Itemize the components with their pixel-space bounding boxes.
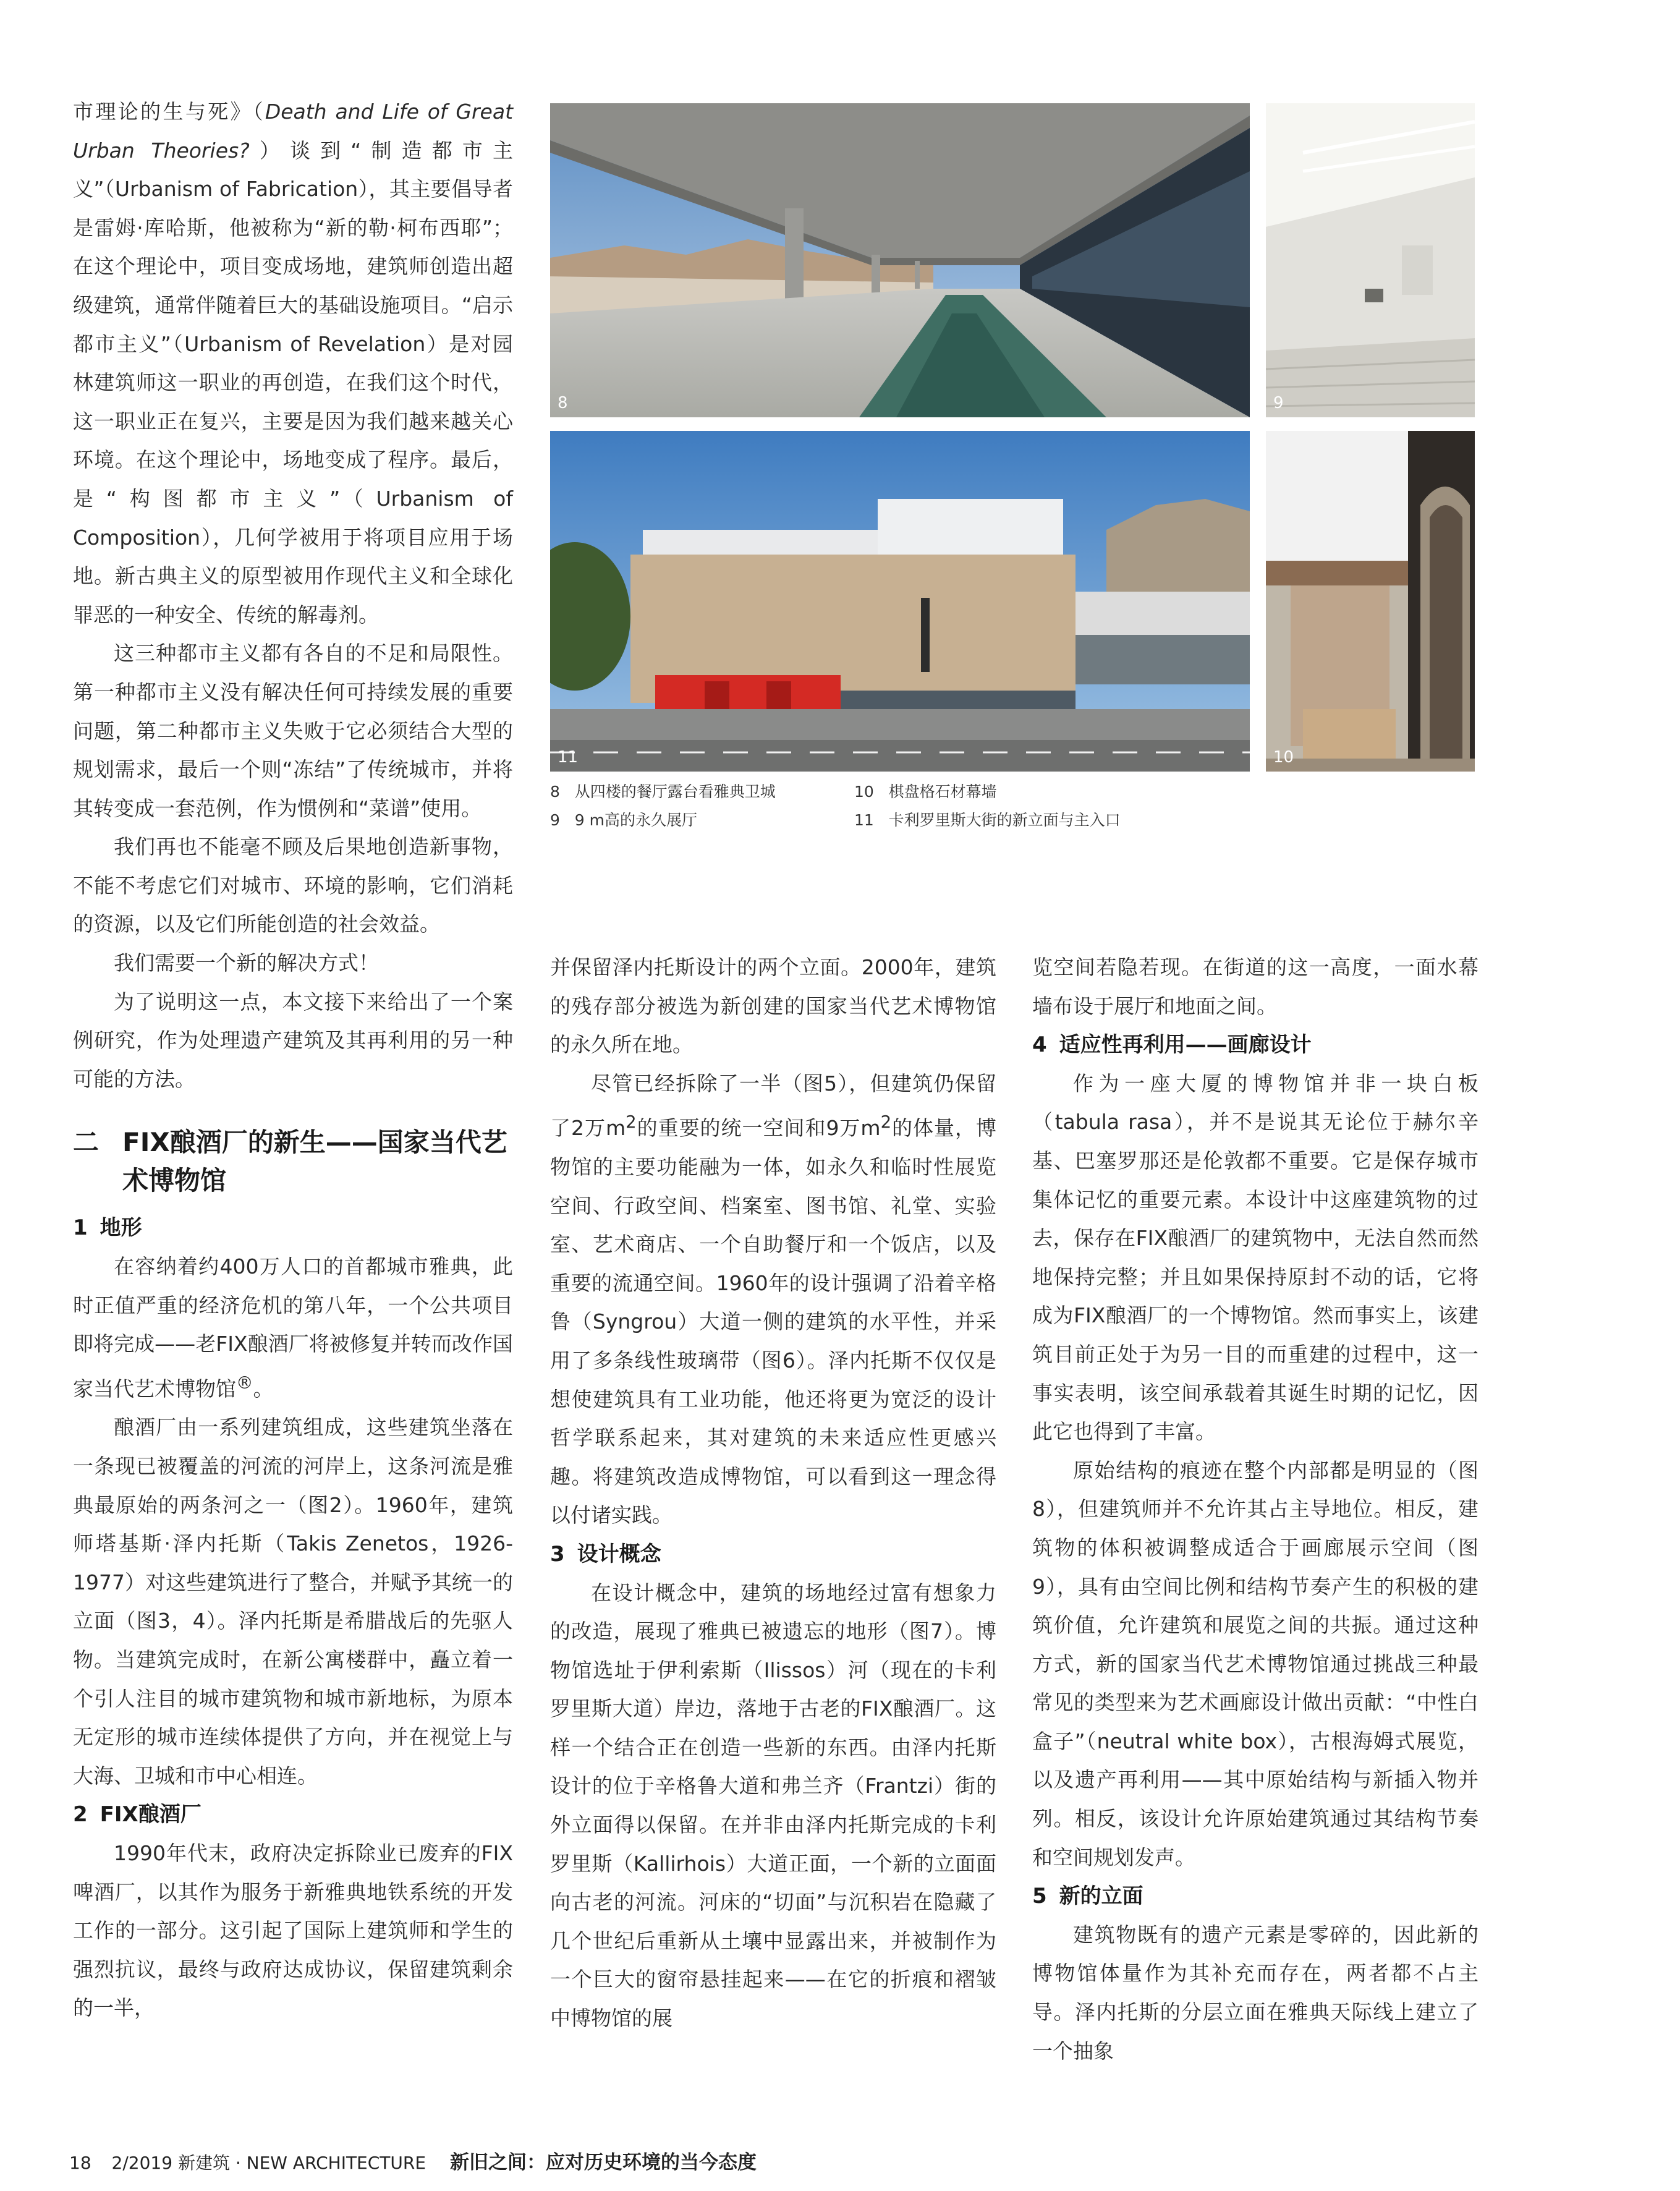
paragraph-continued: 市理论的生与死》（Death and Life of Great Urban Theories?）谈到“制造都市主义”（Urbanism of Fabrication），其主要倡导者是雷姆·库哈斯，他被称为“新的勒·柯布西耶”；在这个理论中，项目变成场地，建筑师创造出超级建筑，通常伴随着巨大的基础设施项目。“启示都市主义”（Urbanism of Revelation）是对园林建筑师这一职业的再创造，在我们这个时代，这一职业正在复兴，主要是因为我们越来越关心环境。在这个理论中，场地变成了程序。最后，是“构图都市主义”（Urbanism of Composition），几何学被用于将项目应用于场地。新古典主义的原型被用作现代主义和全球化罪恶的一种安全、传统的解毒剂。 [73, 100, 514, 627]
subsection-heading: 1 地形 [73, 1215, 142, 1241]
figure-number: 11 [558, 748, 579, 767]
caption-9: 9 9 m高的永久展厅 [550, 811, 697, 829]
section-heading: 二 FIX酿酒厂的新生——国家当代艺 术博物馆 [73, 1127, 507, 1196]
caption-11: 11 卡利罗里斯大街的新立面与主入口 [854, 811, 1121, 829]
publication-info: 2/2019 新建筑 · NEW ARCHITECTURE [111, 2153, 426, 2173]
figure-10-stone-wall-photo [1266, 431, 1475, 772]
page-number: 18 [69, 2153, 91, 2173]
subsection-heading: 4 适应性再利用——画廊设计 [1032, 1032, 1312, 1058]
facade-illustration [550, 431, 1250, 772]
paragraph-continued: 并保留泽内托斯设计的两个立面。2000年，建筑的残存部分被选为新创建的国家当代艺术博物馆的永久所在地。 [550, 955, 996, 1057]
paragraph: 作为一座大厦的博物馆并非一块白板（tabula rasa），并不是说其无论位于赫尔辛基、巴塞罗那还是伦敦都不重要。它是保存城市集体记忆的重要元素。本设计中这座建筑物的过去，保存在FIX酿酒厂的建筑物中，无法自然而然地保持完整；并且如果保持原封不动的话，它将成为FIX酿酒厂的一个博物馆。然而事实上，该建筑目前正处于为另一目的而重建的过程中，这一事实表明，该空间承载着其诞生时期的记忆，因此它也得到了丰富。 [1032, 1071, 1478, 1444]
figure-number: 10 [1273, 748, 1294, 767]
terrace-illustration [550, 103, 1250, 417]
paragraph: 在容纳着约400万人口的首都城市雅典，此时正值严重的经济危机的第八年，一个公共项目即将完成——老FIX酿酒厂将被修复并转而改作国家当代艺术博物馆®。 [73, 1254, 513, 1401]
paragraph: 1990年代末，政府决定拆除业已废弃的FIX啤酒厂，以其作为服务于新雅典地铁系统的开发工作的一部分。这引起了国际上建筑师和学生的强烈抗议，最终与政府达成协议，保留建筑剩余的一半， [73, 1840, 513, 2020]
page-footer [69, 2146, 757, 2174]
paragraph: 为了说明这一点，本文接下来给出了一个案例研究，作为处理遗产建筑及其再利用的另一种可能的方法。 [73, 989, 513, 1091]
gallery-illustration [1266, 103, 1475, 417]
figure-8-terrace-photo [550, 103, 1250, 417]
section-title: 新旧之间：应对历史环境的当今态度 [449, 2151, 757, 2174]
paragraph: 我们再也不能毫不顾及后果地创造新事物，不能不考虑它们对城市、环境的影响，它们消耗的资源，以及它们所能创造的社会效益。 [73, 835, 513, 937]
figure-9-gallery-photo [1266, 103, 1475, 417]
caption-8: 8 从四楼的餐厅露台看雅典卫城 [550, 783, 776, 801]
paragraph: 尽管已经拆除了一半（图5），但建筑仍保留了2万$m^2$的重要的统一空间和9万$m^2$的体量，博物馆的主要功能融为一体，如永久和临时性展览空间、行政空间、档案室、图书馆、礼堂、实验室、艺术商店、一个自助餐厅和一个饭店，以及重要的流通空间。1960年的设计强调了沿着辛格鲁（Syngrou）大道一侧的建筑的水平性，并采用了多条线性玻璃带（图6）。泽内托斯不仅仅是想使建筑具有工业功能，他还将更为宽泛的设计哲学联系起来，其对建筑的未来适应性更感兴趣。将建筑改造成博物馆，可以看到这一理念得以付诸实践。 [550, 1071, 996, 1528]
stone-wall-illustration [1266, 431, 1475, 772]
paragraph: 这三种都市主义都有各自的不足和局限性。第一种都市主义没有解决任何可持续发展的重要问题，第二种都市主义失败于它必须结合大型的规划需求，最后一个则“冻结”了传统城市，并将其转变成一套范例，作为惯例和“菜谱”使用。 [73, 641, 513, 820]
paragraph: 酿酒厂由一系列建筑组成，这些建筑坐落在一条现已被覆盖的河流的河岸上，这条河流是雅典最原始的两条河之一（图2）。1960年，建筑师塔基斯·泽内托斯（Takis Zenetos，1926-1977）对这些建筑进行了整合，并赋予其统一的立面（图3，4）。泽内托斯是希腊战后的先驱人物。当建筑完成时，在新公寓楼群中，矗立着一个引人注目的城市建筑物和城市新地标，为原本无定形的城市连续体提供了方向，并在视觉上与大海、卫城和市中心相连。 [73, 1415, 513, 1788]
figure-number: 9 [1273, 394, 1284, 412]
subsection-heading: 3 设计概念 [550, 1541, 661, 1567]
figure-number: 8 [558, 394, 568, 412]
subsection-heading: 5 新的立面 [1032, 1884, 1143, 1909]
caption-10: 10 棋盘格石材幕墙 [854, 783, 997, 801]
subsection-heading: 2 FIX酿酒厂 [73, 1802, 202, 1827]
text-column-2 [550, 948, 996, 2038]
paragraph: 原始结构的痕迹在整个内部都是明显的（图8），但建筑师并不允许其占主导地位。相反，建筑物的体积被调整成适合于画廊展示空间（图9），具有由空间比例和结构节奏产生的积极的建筑价值，允许建筑和展览之间的共振。通过这种方式，新的国家当代艺术博物馆通过挑战三种最常见的类型来为艺术画廊设计做出贡献：“中性白盒子”（neutral white box），古根海姆式展览，以及遗产再利用——其中原始结构与新插入物并列。相反，该设计允许原始建筑通过其结构节奏和空间规划发声。 [1032, 1458, 1478, 1870]
text-column-3 [1032, 948, 1478, 2070]
paragraph: 我们需要一个新的解决方式！ [114, 951, 379, 976]
paragraph: 建筑物既有的遗产元素是零碎的，因此新的博物馆体量作为其补充而存在，两者都不占主导。泽内托斯的分层立面在雅典天际线上建立了一个抽象 [1032, 1922, 1478, 2063]
text-column-1 [73, 93, 513, 2028]
figure-11-facade-photo [550, 431, 1250, 772]
paragraph-continued: 览空间若隐若现。在街道的这一高度，一面水幕墙布设于展厅和地面之间。 [1032, 955, 1478, 1018]
paragraph: 在设计概念中，建筑的场地经过富有想象力的改造，展现了雅典已被遗忘的地形（图7）。博物馆选址于伊利索斯（Ilissos）河（现在的卡利罗里斯大道）岸边，落地于古老的FIX酿酒厂。这样一个结合正在创造一些新的东西。由泽内托斯设计的位于辛格鲁大道和弗兰齐（Frantzi）街的外立面得以保留。在并非由泽内托斯完成的卡利罗里斯（Kallirhois）大道正面，一个新的立面面向古老的河流。河床的“切面”与沉积岩在隐藏了几个世纪后重新从土壤中显露出来，并被制作为一个巨大的窗帘悬挂起来——在它的折痕和褶皱中博物馆的展 [550, 1580, 996, 2031]
